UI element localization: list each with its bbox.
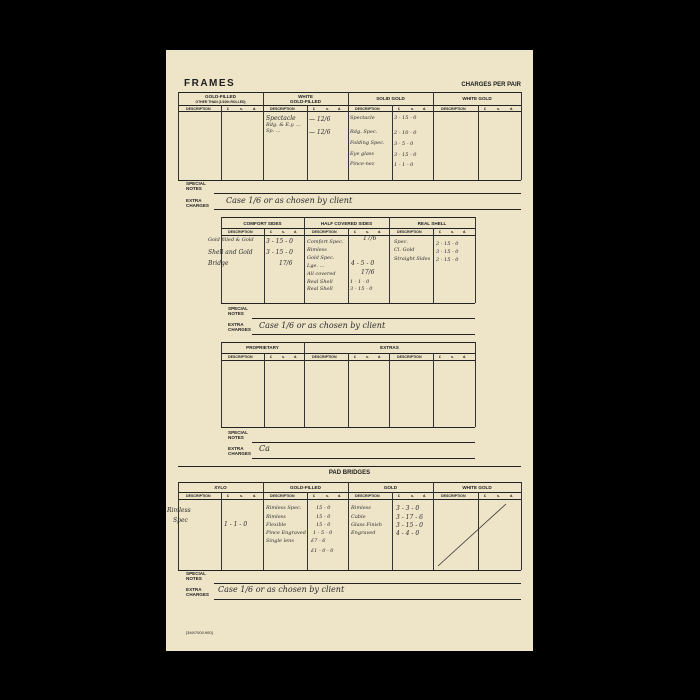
pad-white-gold-header: WHITE GOLD xyxy=(462,485,492,490)
hw-pad-gf-desc-2: Rimless xyxy=(266,514,286,520)
hw-shell-desc-3: Straight Sides xyxy=(394,256,431,262)
hw-half-amt-7: 3 - 15 - 0 xyxy=(350,286,373,292)
hw-pad-gold-desc-1: Rimless xyxy=(351,505,371,511)
hw-half-desc-1: Comfort Spec. xyxy=(307,239,344,245)
hw-pad-gold-desc-3: Glass Finish xyxy=(351,522,382,528)
hw-half-amt-5: 17/6 xyxy=(361,269,375,276)
pad-bridges-title: PAD BRIDGES xyxy=(328,470,371,476)
description-col: DESCRIPTION xyxy=(186,107,211,111)
hw-comfort-amt-1: 3 - 15 - 0 xyxy=(266,238,293,245)
half-covered-header: HALF COVERED SIDES xyxy=(320,221,373,226)
hw-solid-desc-2: Rdg. Spec. xyxy=(350,129,378,135)
hw-white-amt-1: — 12/6 xyxy=(309,116,331,123)
hw-half-amt-3: 4 - 5 - 0 xyxy=(351,260,375,267)
hw-solid-desc-3: Folding Spec. xyxy=(350,140,385,146)
hw-pad-gold-amt-3: 3 - 15 - 0 xyxy=(396,522,423,529)
frames-special-notes-label: SPECIAL NOTES xyxy=(186,181,206,191)
hw-pad-gold-amt-2: 3 - 17 - 6 xyxy=(396,514,423,521)
hw-shell-amt-2: 3 - 15 - 0 xyxy=(436,249,459,255)
pad-gold-header: GOLD xyxy=(383,485,398,490)
hw-solid-desc-5: Pince-nez xyxy=(350,161,375,167)
hw-shell-amt-3: 2 - 15 - 0 xyxy=(436,257,459,263)
mid-extra-charges-label: EXTRA CHARGES xyxy=(228,322,251,332)
solid-gold-header: SOLID GOLD xyxy=(376,96,405,101)
hw-half-amt-1: 17/6 xyxy=(363,235,377,242)
frames-subheader-rule xyxy=(178,111,521,112)
hw-pad-gf-desc-4: Pince Engraved xyxy=(266,530,306,536)
mid-extra-charges-value: Case 1/6 or as chosen by client xyxy=(259,321,386,330)
frames-top-rule xyxy=(178,92,521,93)
hw-pad-gf-amt-2: 15 - 0 xyxy=(316,514,331,520)
hw-half-desc-6: Real Shell xyxy=(307,279,333,285)
hw-pad-gf-amt-4: 1 - 5 - 0 xyxy=(313,530,333,536)
hw-solid-amt-4: 3 - 15 - 0 xyxy=(394,152,417,158)
hw-pad-gf-desc-3: Flexible xyxy=(266,522,287,528)
frames-bottom-rule xyxy=(178,180,521,181)
hw-half-desc-4: Lge. ... xyxy=(307,263,325,269)
hw-comfort-desc-3: Bridge xyxy=(208,260,229,267)
pad-gold-filled-header: GOLD-FILLED xyxy=(290,485,321,490)
hw-comfort-desc-2: Shell and Gold xyxy=(208,249,253,256)
pad-extra-charges-value: Case 1/6 or as chosen by client xyxy=(218,585,345,594)
hw-half-desc-3: Gold Spec. xyxy=(307,255,335,261)
mid-special-notes-label: SPECIAL NOTES xyxy=(228,306,248,316)
hw-white-desc-2: Rdg. & E.y. ... xyxy=(266,122,301,128)
hw-half-amt-6: 1 - 1 - 0 xyxy=(350,279,370,285)
hw-comfort-desc-1: Gold filled & Gold xyxy=(208,237,254,243)
hw-half-desc-2: Rimless xyxy=(307,247,327,253)
frames-extra-charges-value: Case 1/6 or as chosen by client xyxy=(226,196,353,205)
hw-solid-desc-4: Eye glass xyxy=(350,151,374,157)
hw-shell-amt-1: 2 - 15 - 0 xyxy=(436,241,459,247)
hw-white-desc-3: Sp. ... xyxy=(266,128,281,134)
hw-solid-amt-5: 1 - 1 - 0 xyxy=(394,162,414,168)
hw-pad-gold-amt-1: 3 - 3 - 0 xyxy=(396,505,420,512)
gold-filled-header: GOLD-FILLED OTHER THAN (1/10th ROLLED) xyxy=(195,94,246,105)
hw-solid-amt-2: 2 - 10 - 0 xyxy=(394,130,417,136)
hw-pad-gf-desc-5: Single lens xyxy=(266,538,294,544)
prop-extra-charges-label: EXTRA CHARGES xyxy=(228,446,251,456)
hw-solid-amt-1: 3 - 15 - 0 xyxy=(394,115,417,121)
hw-pad-gf-amt-5: £7 - 6 xyxy=(311,538,326,544)
frames-extra-charges-label: EXTRA CHARGES xyxy=(186,198,209,208)
pad-special-notes-label: SPECIAL NOTES xyxy=(186,571,206,581)
frames-header-rule xyxy=(178,105,521,106)
hw-shell-desc-2: Cl. Gold xyxy=(394,247,415,253)
hw-comfort-amt-3: 17/6 xyxy=(279,260,293,267)
frames-title: FRAMES xyxy=(184,78,236,89)
extras-header: EXTRAS xyxy=(380,345,399,350)
xylo-header: XYLO xyxy=(214,485,227,490)
white-gold-header: WHITE GOLD xyxy=(462,96,492,101)
hw-half-desc-7: Real Shell xyxy=(307,286,333,292)
hw-pad-gf-amt-6: £1 - 0 - 0 xyxy=(311,548,334,554)
prop-special-notes-label: SPECIAL NOTES xyxy=(228,430,248,440)
white-gold-filled-header: WHITE GOLD-FILLED xyxy=(290,94,321,105)
hw-pad-gold-desc-2: Cable xyxy=(351,514,366,520)
proprietary-header: PROPRIETARY xyxy=(246,345,279,350)
hw-pad-gold-desc-4: Engraved xyxy=(351,530,376,536)
hw-white-amt-3: — 12/6 xyxy=(309,129,331,136)
hw-pad-gf-amt-1: 15 - 0 xyxy=(316,505,331,511)
order-form-sheet: FRAMES CHARGES PER PAIR GOLD-FILLED OTHER THAN (1/10th ROLLED) WHITE GOLD-FILLED SOLID GOLD WHITE GOLD DESCRIPTION £ s. d. DESCRIPTION £ s. d. DESCRIPTION £ s. d. DESCRIPTION £ s. d. Spectacle — 12/6 Rdg. & E.y. ... Sp. ... — 12/6 Spectacle 3 - 15 - 0 Rdg. Spec. 2 - 10 - 0 Folding Spec. 3 - 5 - 0 Eye glass 3 - 15 - 0 Pince-nez 1 - 1 - 0 SPECIAL NOTES EXTRA CHARGES Case 1/6 or as chosen by client COMFORT SIDES HALF COVERED SIDES REAL SHELL DESCRIPTION £ s. d. DESCRIPTION £ s. d. DESCRIPTION £ s. d. Gold filled & Gold 3 - 15 - 0 Shell and Gold 3 - 15 - 0 Bridge 17/6 Comfort Spec. 17/6 Rimless Gold Spec. 4 - 5 - 0 Lge. ... All covered 17/6 Real Shell 1 - 1 - 0 Real Shell 3 - 15 - 0 Spec. 2 - 15 - 0 Cl. Gold 3 - 15 - 0 Straight Sides 2 - 15 - 0 SPECIAL NOTES EXTRA CHARGES Case 1/6 or as chosen by client PROPRIETARY EXTRAS DESCRIPTION £ s. d. DESCRIPTION £ s. d. DESCRIPTION £ s. d. SPECIAL NOTES EXTRA CHARGES Ca PAD BRIDGES XYLO GOLD-FILLED GOLD WHITE GOLD DESCRIPTION £ s. d. DESCRIPTION £ s. d. DESCRIPTION £ s. d. DESCRIPTION £ s. d. Rimless Spec 1 - 1 - 0 Rimless Spec. 15 - 0 Rimless 15 - 0 Flexible 15 - 0 Pince Engraved 1 - 5 - 0 Single lens £7 - 6 £1 - 0 - 0 Rimless 3 - 3 - 0 Cable 3 - 17 - 6 Glass Finish 3 - 15 - 0 Engraved 4 - 4 - 0 SPECIAL NOTES EXTRA CHARGES Case 1/6 or as chosen by client [349/7000.900] xyxy=(166,50,533,651)
pad-margin-note-1: Rimless xyxy=(167,507,191,514)
hw-half-desc-5: All covered xyxy=(307,271,336,277)
hw-solid-desc-1: Spectacle xyxy=(350,115,375,121)
hw-comfort-amt-2: 3 - 15 - 0 xyxy=(266,249,293,256)
form-code: [349/7000.900] xyxy=(186,630,213,635)
hw-pad-gf-desc-1: Rimless Spec. xyxy=(266,505,302,511)
comfort-sides-header: COMFORT SIDES xyxy=(243,221,282,226)
cancel-stroke xyxy=(434,500,521,570)
pad-margin-note-2: Spec xyxy=(173,517,188,524)
hw-shell-desc-1: Spec. xyxy=(394,239,408,245)
hw-white-desc-1: Spectacle xyxy=(266,115,296,122)
real-shell-header: REAL SHELL xyxy=(417,221,447,226)
charges-per-pair-label: CHARGES PER PAIR xyxy=(461,82,521,88)
hw-pad-gold-amt-4: 4 - 4 - 0 xyxy=(396,530,420,537)
pad-extra-charges-label: EXTRA CHARGES xyxy=(186,587,209,597)
hw-pad-gf-amt-3: 15 - 0 xyxy=(316,522,331,528)
prop-extra-charges-value: Ca xyxy=(259,444,270,453)
hw-solid-amt-3: 3 - 5 - 0 xyxy=(394,141,414,147)
hw-xylo-amt-1: 1 - 1 - 0 xyxy=(224,521,248,528)
